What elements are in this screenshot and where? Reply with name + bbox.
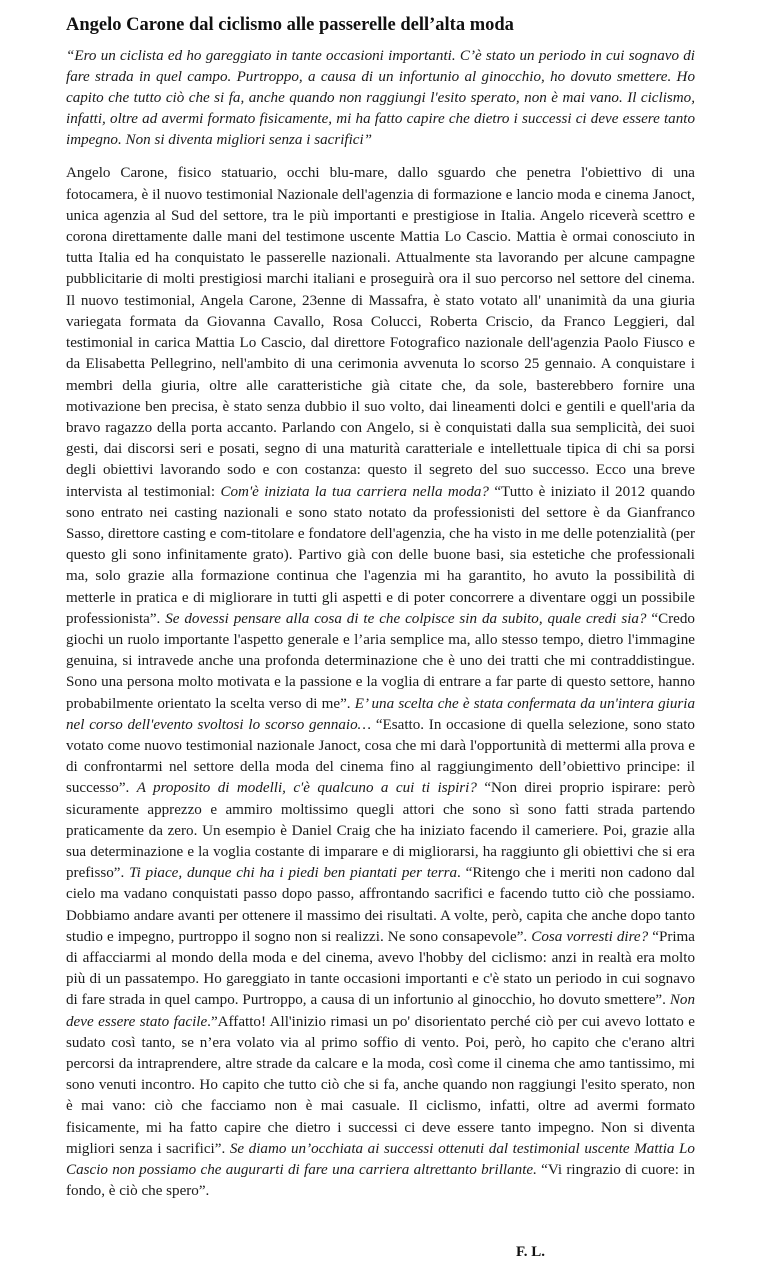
- interview-answer: “Tutto è iniziato il 2012 quando sono entrato nei casting nazionali e sono stato notato da professionisti del settore è da Gianfranco Sasso, direttore casting e com-titolare e fondatore dell'agenzia, che ha visto in me delle potenzialità (per questo gli sono infinitamente grato). Partivo già con delle buone basi, sia estetiche che professionali ma, solo grazie alla formazione continua che l'agenzia mi ha garantito, ho avuto la possibilità di metterle in pratica e di migliorare in tutti gli aspetti e di poter concorrere a diventare oggi un possibile professionista”.: [66, 483, 696, 627]
- article-lead-quote: “Ero un ciclista ed ho gareggiato in tante occasioni importanti. C’è stato un periodo in cui sognavo di fare strada in quel campo. Purtroppo, a causa di un infortunio al ginocchio, ho dovuto smettere. Ho capito che tutto ciò che si fa, anche quando non raggiungi l'esito sperato, non è mai vano. Il ciclismo, infatti, oltre ad avermi formato fisicamente, mi ha fatto capire che dietro i successi ci deve essere tanto impegno. Non si diventa migliori senza i sacrifici”: [66, 48, 695, 149]
- article-body: [66, 163, 695, 1202]
- interview-question: Non deve essere stato facile: [66, 992, 695, 1030]
- interview-question: Se dovessi pensare alla cosa di te che colpisce sin da subito, quale credi sia?: [165, 610, 647, 627]
- interview-question: E’ una scelta che è stata confermata da un'intera giuria nel corso dell'evento svoltosi lo scorso gennaio…: [66, 695, 695, 733]
- interview-question: A proposito di modelli, c'è qualcuno a cui ti ispiri?: [136, 780, 477, 797]
- article: [66, 12, 695, 1202]
- interview-answer: .”Affatto! All'inizio rimasi un po' disorientato perché ciò per cui avevo lottato e sudato così tanto, se n’era volato via al primo soffio di vento. Poi, però, ho capito che c'erano altri percorsi da intraprendere, altre strade da calcare e la moda, così come il cinema che amo tantissimo, mi sono venuti incontro. Ho capito che tutto ciò che si fa, anche quando non raggiungi l'esito sperato, non è mai vano: ciò che facciamo non è mai casuale. Il ciclismo, infatti, oltre ad avermi formato fisicamente, mi ha fatto capire che dietro i successi ci deve essere tanto impegno. Non si diventa migliori senza i sacrifici”.: [66, 1013, 695, 1157]
- interview-answer: “Prima di affacciarmi al mondo della moda e del cinema, avevo l'hobby del ciclismo: anzi in realtà era molto più di un passatempo. Ho gareggiato in tante occasioni importanti e c'è stato un periodo in cui sognavo di fare strada in quel campo. Purtroppo, a causa di un infortunio al ginocchio, ho dovuto smettere”.: [66, 928, 695, 1009]
- interview-answer: “Credo giochi un ruolo importante l'aspetto generale e l’aria semplice ma, allo stesso tempo, dietro l'immagine genuina, si intravede anche una profonda determinazione che è uno dei tratti che mi contraddistingue. Sono una persona molto motivata e la passione e la voglia di entrare a far parte di questo settore, hanno probabilmente orientato la scelta verso di me”.: [66, 610, 695, 712]
- interview-question: Com'è iniziata la tua carriera nella moda?: [220, 483, 489, 500]
- interview-answer: “Vi ringrazio di cuore: in fondo, è ciò che spero”.: [66, 1162, 695, 1200]
- interview-question: Cosa vorresti dire?: [531, 928, 649, 945]
- interview-answer: “Non direi proprio ispirare: però sicuramente apprezzo e ammiro moltissimo quegli attori che sono sì sono fatti strada partendo praticamente da zero. Un esempio è Daniel Craig che ha iniziato facendo il cameriere. Poi, grazie alla sua determinazione e la voglia costante di imparare e di migliorarsi, ha raggiunto gli obiettivi che si era prefisso”.: [66, 780, 695, 882]
- interview-question: Ti piace, dunque chi ha i piedi ben piantati per terra: [129, 865, 458, 882]
- body-paragraph-segment: Angelo Carone, fisico statuario, occhi blu-mare, dallo sguardo che penetra l'obiettivo di una fotocamera, è il nuovo testimonial Nazionale dell'agenzia di formazione e lancio moda e cinema Janoct, unica agenzia al Sud del settore, tra le più importanti e prestigiose in Italia. Angelo riceverà scettro e corona direttamente dalle mani del testimone uscente Mattia Lo Cascio. Mattia è ormai conosciuto in tutta Italia ed ha conquistato le passerelle nazionali. Attualmente sta lavorando per alcune campagne pubblicitarie di molti prestigiosi marchi italiani e proseguirà ora il suo percorso nel settore del cinema. Il nuovo testimonial, Angela Carone, 23enne di Massafra, è stato votato all' unanimità da una giuria variegata formata da Giovanna Cavallo, Rosa Colucci, Roberta Criscio, da Franco Leggieri, dal testimonial in carica Mattia Lo Cascio, dal direttore Fotografico nazionale dell'agenzia Paolo Fiusco e da Elisabetta Pellegrino, nell'ambito di una cerimonia avvenuta lo scorso 25 gennaio. A conquistare i membri della giuria, oltre alle caratteristiche già citate che, da sole, basterebbero fornire una motivazione ben precisa, è stato senza dubbio il suo volto, dai lineamenti dolci e gentili e quell'aria da bravo ragazzo della porta accanto. Parlando con Angelo, si è conquistati dalla sua semplicità, dei suoi gesti, dai discorsi seri e posati, segno di una maturità caratteriale e intellettuale tipica di chi sa porsi degli obiettivi lavorando sodo e con costanza: questo il segreto del suo successo. Ecco una breve intervista al testimonial:: [66, 165, 695, 500]
- author-signature: F. L.: [516, 1244, 546, 1260]
- interview-question: Se diamo un’occhiata ai successi ottenuti dal testimonial uscente Mattia Lo Cascio non possiamo che augurarti di fare una carriera altrettanto brillante.: [66, 1140, 695, 1179]
- interview-answer: . “Ritengo che i meriti non cadono dal cielo ma vadano conquistati passo dopo passo, affrontando sacrifici e facendo tutto ciò che possiamo. Dobbiamo andare avanti per ottenere il massimo dei risultati. A volte, però, capita che anche dopo tanto studio e impegno, purtroppo il sogno non si realizzi. Ne sono consapevole”.: [66, 865, 695, 945]
- interview-answer: “Esatto. In occasione di quella selezione, sono stato votato come nuovo testimonial nazionale Janoct, cosa che mi darà l'opportunità di mettermi alla prova e di confrontarmi nel settore della moda del cinema fino al raggiungimento dell’obiettivo principe: il successo”.: [66, 716, 695, 797]
- article-title: Angelo Carone dal ciclismo alle passerelle dell’alta moda: [66, 15, 514, 35]
